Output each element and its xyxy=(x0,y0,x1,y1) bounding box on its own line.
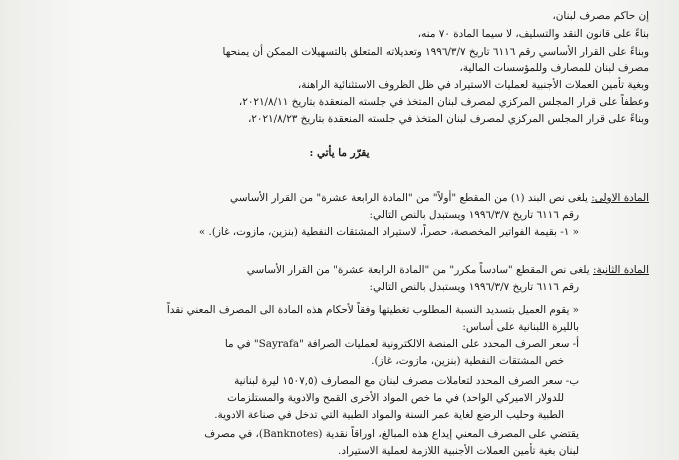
article-1-text: يلغى نص البند (١) من المقطع "أولاً" من "المادة الرابعة عشرة" من القرار الأساسي xyxy=(230,192,588,204)
article-2-line: بالليرة اللبنانية على أساس: xyxy=(462,321,579,333)
article-2-first-line xyxy=(30,264,649,277)
article-2-line: ب- سعر الصرف المحدد لتعاملات مصرف لبنان مع المصارف (١٥٠٧,٥ ليرة لبنانية xyxy=(234,375,579,387)
preamble-line: وبغية تأمين العملات الأجنبية لعمليات الاستيراد في ظل الظروف الاستثنائية الراهنة، xyxy=(297,79,649,91)
article-2-line: « يقوم العميل بتسديد النسبة المطلوب تغطيتها وفقاً لأحكام هذه المادة الى المصرف المعني نقداً xyxy=(166,304,579,316)
article-1-first-line xyxy=(30,192,649,205)
article-1-heading: المادة الاولى: xyxy=(591,192,649,204)
article-2-line: أ- سعر الصرف المحدد على المنصة الالكترونية لعمليات الصرافة "Sayrafa" في ما xyxy=(224,338,579,350)
preamble-line: وبناءً على القرار الأساسي رقم ٦١١٦ تاريخ ١٩٩٦/٣/٧ وتعديلاته المتعلق بالتسهيلات الممكن أن يمنحها xyxy=(222,46,649,58)
preamble-line: بناءً على قانون النقد والتسليف، لا سيما المادة ٧٠ منه، xyxy=(417,28,649,40)
decides-heading: يقرّر ما يأتي : xyxy=(309,147,370,159)
article-2-text: يلغى نص المقطع "سادساً مكرر" من "المادة الرابعة عشرة" من القرار الأساسي xyxy=(246,264,590,276)
article-2-line: يقتضي على المصرف المعني إيداع هذه المبالغ، اوراقاً نقدية (Banknotes)، في مصرف xyxy=(204,428,579,440)
article-1-line: « ١- بقيمة الفواتير المخصصة، حصراً، لاستيراد المشتقات النفطية (بنزين، مازوت، غاز). » xyxy=(198,226,579,238)
article-2-line: لبنان بغية تأمين العملات الأجنبية اللازمة لعملية الاستيراد. xyxy=(338,445,579,457)
preamble-line: وعطفاً على قرار المجلس المركزي لمصرف لبنان المتخذ في جلسته المنعقدة بتاريخ ٢٠٢١/٨/١١، xyxy=(238,96,649,108)
preamble-line: وبناءً على قرار المجلس المركزي لمصرف لبنان المتخذ في جلسته المنعقدة بتاريخ ٢٠٢١/٨/٢٣، xyxy=(247,113,649,125)
article-1-line: رقم ٦١١٦ تاريخ ١٩٩٦/٣/٧ ويستبدل بالنص التالي: xyxy=(369,209,579,221)
article-2-line: رقم ٦١١٦ تاريخ ١٩٩٦/٣/٧ ويستبدل بالنص التالي: xyxy=(369,281,579,293)
article-2-heading: المادة الثانية: xyxy=(592,264,649,276)
preamble-line: إن حاكم مصرف لبنان، xyxy=(552,10,649,22)
article-2-line: للدولار الاميركي الواحد) في ما خص المواد الأخرى القمح والادوية والمستلزمات xyxy=(227,392,564,404)
article-2-line: الطبية وحليب الرضع لغاية عمر السنة والمواد الطبية التي تدخل في صناعة الادوية. xyxy=(214,409,564,421)
article-2-line: خص المشتقات النفطية (بنزين، مازوت، غاز). xyxy=(371,355,564,367)
preamble-line: مصرف لبنان للمصارف وللمؤسسات المالية، xyxy=(459,62,649,74)
